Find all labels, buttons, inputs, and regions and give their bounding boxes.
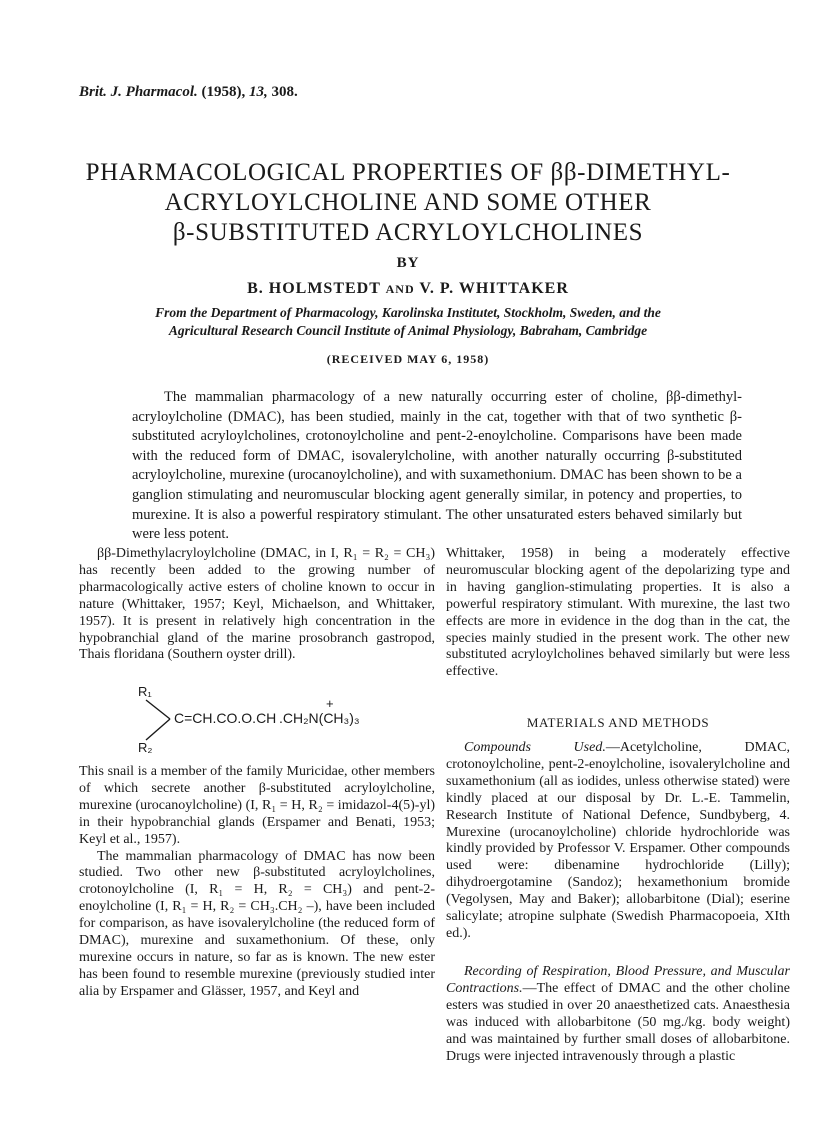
- subsection-2-text: —The effect of DMAC and the other choline esters was studied in over 20 anaesthetized cats. Anaesthesia was induced with allobarbitone (50 mg./kg. body weight) and was maintained by further small doses of allobarbitone. Drugs were injected intravenously through a plastic: [446, 980, 790, 1064]
- formula-main: C=CH.CO.O.CH: [174, 710, 277, 726]
- bond-r1: [146, 700, 170, 719]
- affiliation: [100, 304, 716, 340]
- received-date: (RECEIVED MAY 6, 1958): [326, 352, 490, 366]
- subsection-1-text: —Acetylcholine, DMAC, crotonoylcholine, pent-2-enoylcholine, isovalerylcholine and suxamethonium (all as iodides, unless otherwise stated) were kindly placed at our disposal by Dr. L.-E. Tammelin, Research Institute of National Defence, Sundbyberg, 4. Murexine (urocanoylcholine) chloride hydrochloride was kindly provided by Professor V. Erspamer. Other compounds used were: dibenamine hydrochloride (Lilly); dihydroergotamine (Sandoz); hexamethonium bromide (Vegolysen, May and Baker); allobarbitone (Dial); eserine salicylate; atropine sulphate (Swedish Pharmacopoeia, XIth ed.).: [446, 740, 791, 941]
- title-line-3: β-SUBSTITUTED ACRYLOYLCHOLINES: [172, 219, 644, 246]
- right-column-paragraph-1: Whittaker, 1958) in being a moderately effective neuromuscular blocking agent of the depolarizing type and in having ganglion-stimulating properties. It is also a powerful respiratory stimulant. With murexine, the last two effects are more in evidence in the dog than in the cat, the species mainly studied in the present work. The other new substituted acryloylcholines behaved similarly but were less effective.: [446, 546, 790, 680]
- journal-name: Brit. J. Pharmacol.: [79, 84, 198, 100]
- abstract-text: The mammalian pharmacology of a new naturally occurring ester of choline, ββ-dimethyl-acryloylcholine (DMAC), has been studied, mainly in the cat, together with that of two synthetic β-substituted acryloylcholines, crotonoylcholine and pent-2-enoylcholine. Comparisons have been made with the reduced form of DMAC, isovalerylcholine, with another naturally occurring β-substituted acryloylcholine, murexine (urocanoylcholine), and with suxamethonium. DMAC has been shown to be a ganglion stimulating and neuromuscular blocking agent generally similar, in potency and properties, to murexine. It is also a powerful respiratory stimulant. The other unsaturated esters behaved similarly but were less potent.: [132, 389, 742, 543]
- subsection-2-heading: Recording of Respiration, Blood Pressure, and Muscular Contractions.: [446, 964, 790, 996]
- section-heading: MATERIALS AND METHODS: [526, 715, 710, 730]
- left-column-paragraph-1: ββ-Dimethylacryloylcholine (DMAC, in I, R₁ = R₂ = CH₃) has recently been added to the growing number of pharmacologically active esters of choline known to occur in nature (Whittaker, 1957; Keyl, Michaelson, and Whittaker, 1957). It is present in relatively high concentration in the hypobranchial gland of the marine prosobranch gastropod, Thais floridana (Southern oyster drill).: [79, 546, 435, 663]
- formula-r1: R₁: [138, 684, 152, 699]
- formula-r2: R₂: [138, 740, 153, 755]
- formula-tail: .CH₂N(CH₃)₃: [279, 710, 360, 726]
- right-column-subsection-2: [446, 964, 790, 1065]
- subsection-1-heading: Compounds Used.: [464, 740, 606, 755]
- author-1: B. HOLMSTEDT: [247, 280, 381, 297]
- title-line-1: PHARMACOLOGICAL PROPERTIES OF ββ-DIMETHYL-: [85, 159, 731, 186]
- byline-by: BY: [396, 255, 420, 271]
- journal-citation: [79, 84, 298, 101]
- author-and: AND: [385, 282, 415, 296]
- formula-charge: +: [326, 696, 334, 711]
- chemical-structure: [118, 682, 438, 762]
- author-2: V. P. WHITTAKER: [419, 280, 569, 297]
- authors: [0, 280, 816, 298]
- title-line-2: ACRYLOYLCHOLINE AND SOME OTHER: [164, 189, 652, 216]
- journal-year: (1958),: [201, 84, 246, 100]
- structure-bonds: [118, 682, 438, 762]
- left-column-paragraph-3: The mammalian pharmacology of DMAC has now been studied. Two other new β-substituted acryloylcholines, crotonoylcholine (I, R₁ = H, R₂ = CH₃) and pent-2-enoylcholine (I, R₁ = H, R₂ = CH₃.CH₂ –), have been included for comparison, as have isovalerylcholine (the reduced form of DMAC), murexine and suxamethonium. Of these, only murexine occurs in nature, so far as is known. The new ester has been found to resemble murexine (previously studied inter alia by Erspamer and Glässer, 1957, and Keyl and: [79, 848, 435, 999]
- right-column-subsection-1: [446, 740, 790, 943]
- left-column-paragraph-2: This snail is a member of the family Muricidae, other members of which secrete another β-substituted acryloylcholine, murexine (urocanoylcholine) (I, R₁ = H, R₂ = imidazol-4(5)-yl) in their hypobranchial glands (Erspamer and Benati, 1953; Keyl et al., 1957). The mammalian pharmacology of DMAC has now been studied. Two other new β-substituted acryloylcholines, crotonoylcholine (I, R₁ = H, R₂ = CH₃) and pent-2-enoylcholine (I, R₁ = H, R₂ = CH₃.CH₂ –), have been included for comparison, as have isovalerylcholine (the reduced form of DMAC), murexine and suxamethonium. Of these, only murexine occurs in nature, so far as is known. The new ester has been found to resemble murexine (previously studied inter alia by Erspamer and Glässer, 1957, and Keyl and: [79, 764, 435, 999]
- affiliation-line-2: Agricultural Research Council Institute of Animal Physiology, Babraham, Cambridge: [168, 323, 648, 338]
- affiliation-line-1: From the Department of Pharmacology, Karolinska Institutet, Stockholm, Sweden, and the: [155, 305, 661, 320]
- bond-r2: [146, 719, 170, 740]
- abstract: [132, 388, 742, 545]
- journal-page: 308.: [271, 84, 298, 100]
- journal-volume: 13,: [249, 84, 268, 100]
